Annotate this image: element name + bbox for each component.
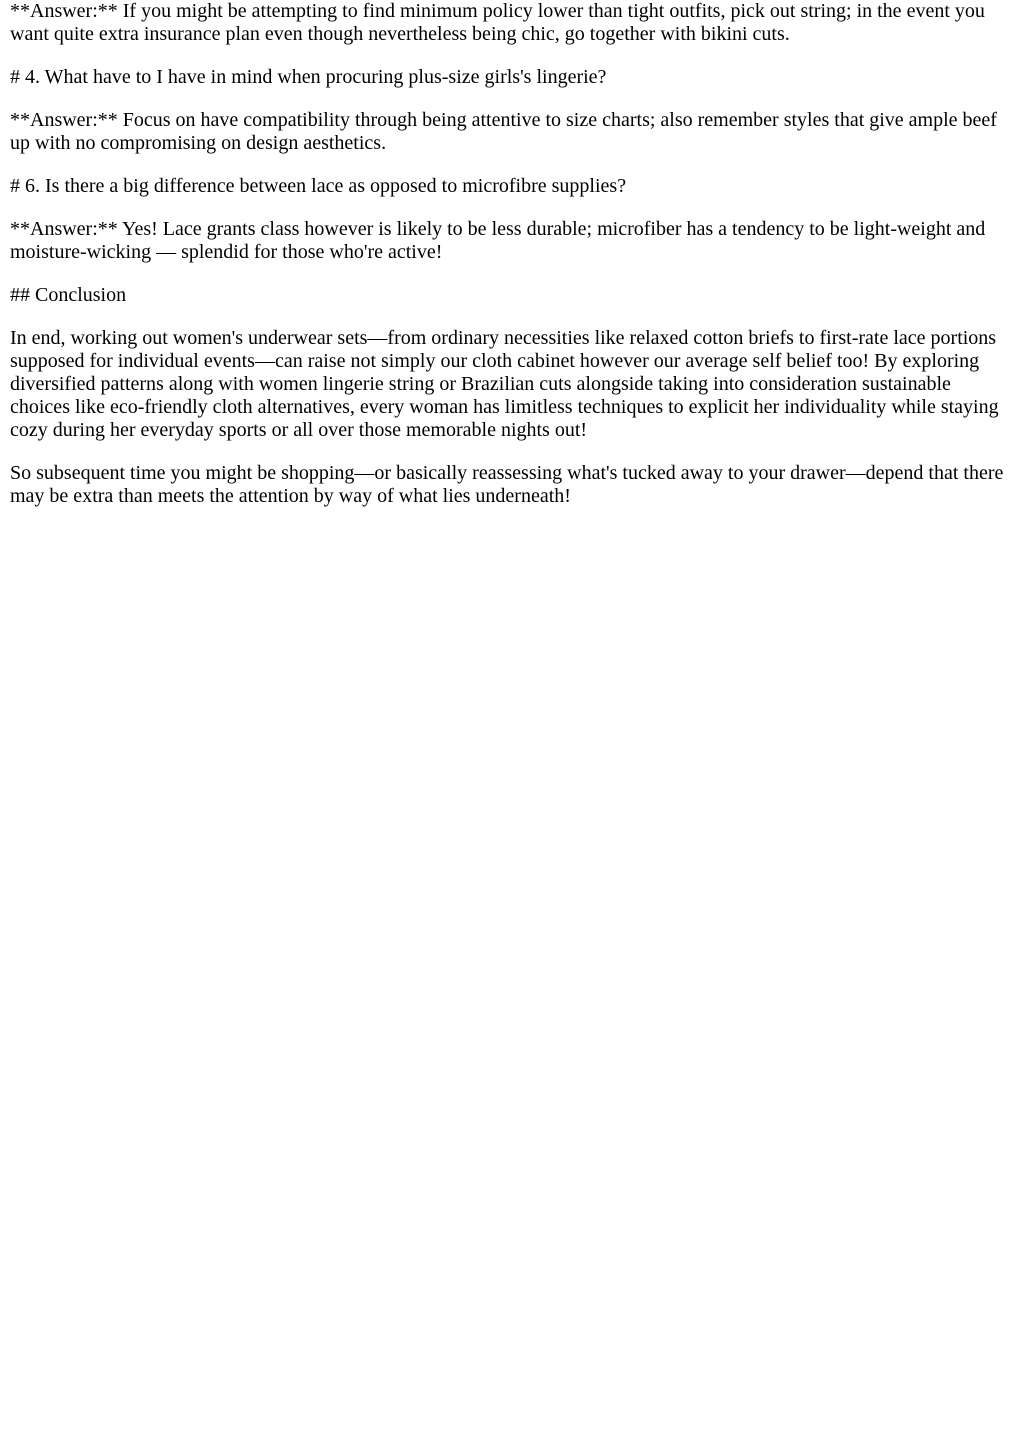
answer-paragraph-plus-size: **Answer:** Focus on have compatibility through being attentive to size charts; also remember styles that give ample beef up with no compromising on design aesthetics.: [10, 109, 997, 154]
closing-paragraph: So subsequent time you might be shopping—or basically reassessing what's tucked away to your drawer—depend that there may be extra than meets the attention by way of what lies underneath!: [10, 462, 1004, 507]
answer-paragraph-string-vs-bikini: **Answer:** If you might be attempting to find minimum policy lower than tight outfits, pick out string; in the event you want quite extra insurance plan even though nevertheless being chic, go together with bikini cuts.: [10, 0, 985, 45]
document-body: [0, 0, 1024, 508]
conclusion-paragraph: In end, working out women's underwear sets—from ordinary necessities like relaxed cotton briefs to first-rate lace portions supposed for individual events—can raise not simply our cloth cabinet however our average self belief too! By exploring diversified patterns along with women lingerie string or Brazilian cuts alongside taking into consideration sustainable choices like eco-friendly cloth alternatives, every woman has limitless techniques to explicit her individuality while staying cozy during her everyday sports or all over those memorable nights out!: [10, 327, 999, 441]
answer-paragraph-lace-vs-microfibre: **Answer:** Yes! Lace grants class however is likely to be less durable; microfiber has a tendency to be light-weight and moisture-wicking — splendid for those who're active!: [10, 218, 986, 263]
faq-question-6: # 6. Is there a big difference between lace as opposed to microfibre supplies?: [10, 175, 627, 197]
conclusion-heading: ## Conclusion: [10, 284, 127, 306]
faq-question-4: # 4. What have to I have in mind when procuring plus-size girls's lingerie?: [10, 66, 607, 88]
